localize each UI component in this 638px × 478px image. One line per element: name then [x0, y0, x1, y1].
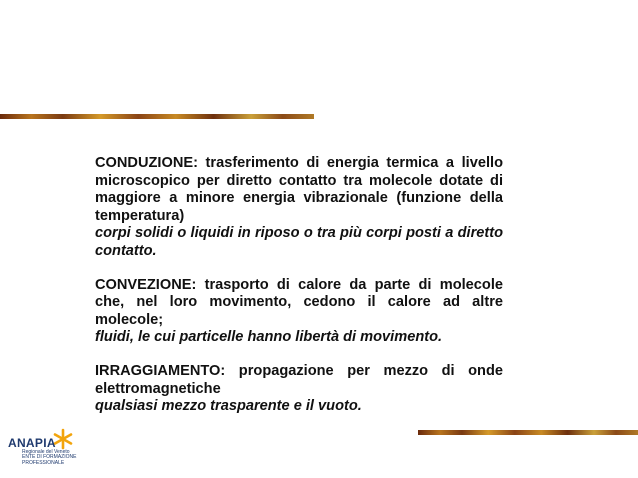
irraggiamento-example: qualsiasi mezzo trasparente e il vuoto.	[95, 398, 362, 415]
convezione-definition: CONVEZIONE: trasporto di calore da parte di molecole che, nel loro movimento, cedono il calore ad altre molecole;	[95, 276, 503, 328]
logo-line2: PROFESSIONALE	[22, 459, 65, 466]
conduzione-example: corpi solidi o liquidi in riposo o tra più corpi posti a diretto contatto.	[95, 225, 503, 259]
logo-region: Regionale del Veneto	[22, 449, 70, 455]
paragraph-convezione	[95, 277, 503, 347]
conduzione-definition: CONDUZIONE: trasferimento di energia termica a livello microscopico per diretto contatto tra molecole dotate di maggiore a minore energia vibrazionale (funzione della temperatura)	[95, 155, 503, 224]
logo-line1: ENTE DI FORMAZIONE	[22, 454, 77, 461]
logo-name: ANAPIA	[8, 436, 56, 450]
anapia-logo	[8, 428, 98, 474]
decorative-band-top	[0, 114, 314, 119]
paragraph-conduzione	[95, 155, 503, 261]
irraggiamento-definition: IRRAGGIAMENTO: propagazione per mezzo di onde elettromagnetiche	[95, 362, 503, 397]
logo-subtitle	[22, 450, 76, 466]
slide-content	[95, 155, 503, 432]
convezione-example: fluidi, le cui particelle hanno libertà di movimento.	[95, 329, 443, 346]
paragraph-irraggiamento	[95, 363, 503, 416]
